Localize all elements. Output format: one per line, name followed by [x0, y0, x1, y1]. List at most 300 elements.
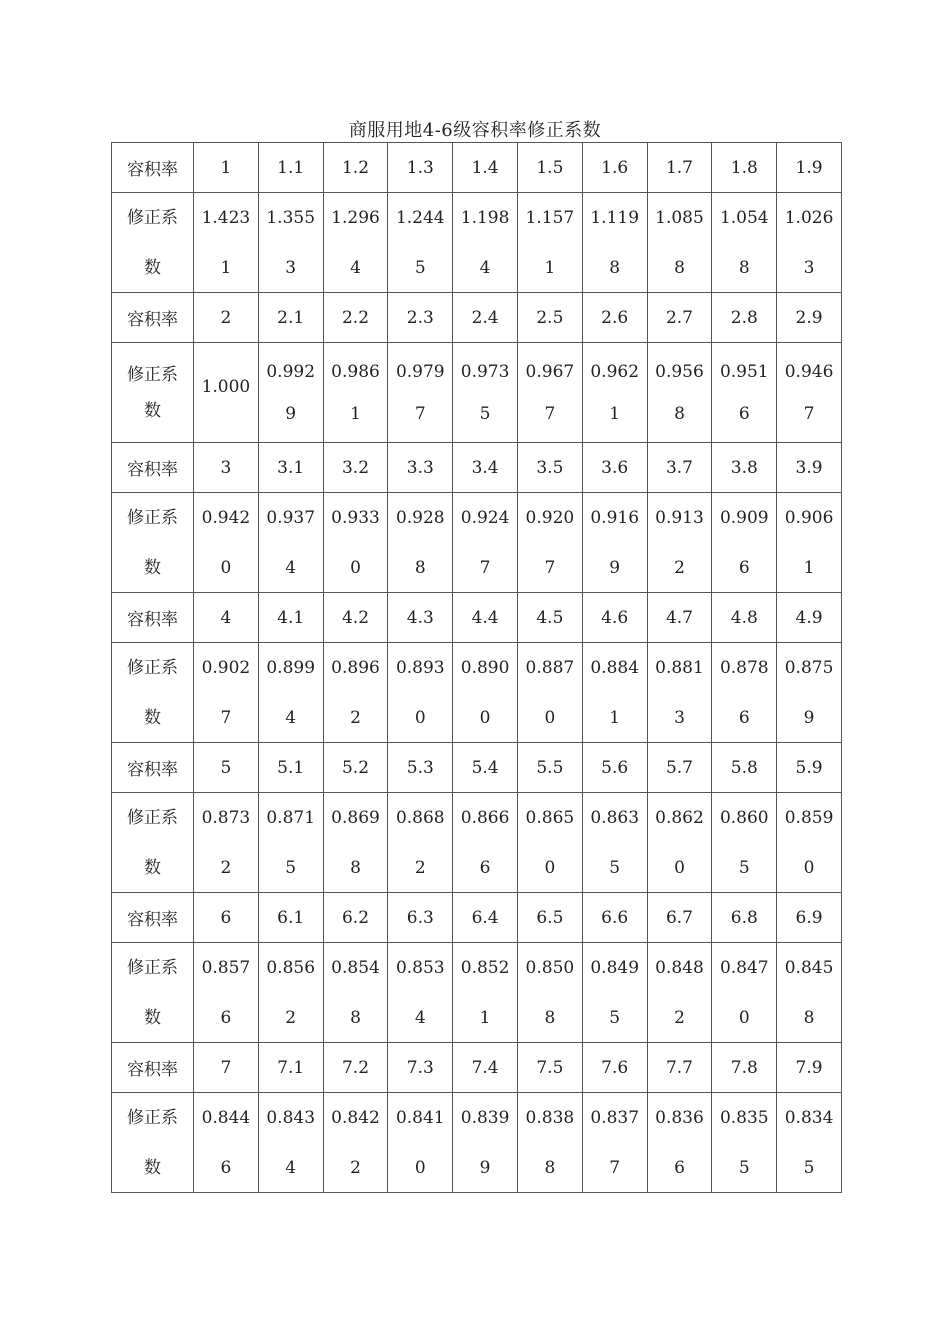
- coef-value-wrap: 0: [414, 1157, 426, 1178]
- ratio-value-cell: 4.8: [712, 593, 777, 643]
- ratio-value-cell: 6.8: [712, 893, 777, 943]
- coef-value-main: 0.951: [719, 361, 769, 382]
- coef-value-wrap: 4: [479, 257, 491, 278]
- coef-label-line1: 修正系: [127, 807, 178, 828]
- ratio-value-cell: 1: [194, 143, 259, 193]
- ratio-value-cell: 5.4: [453, 743, 518, 793]
- coef-value-main: 0.956: [655, 361, 704, 382]
- coef-value-main: 0.878: [719, 657, 769, 678]
- ratio-value-cell: 2.6: [582, 293, 647, 343]
- coef-value-main: 0.847: [719, 957, 769, 978]
- table-row: [112, 743, 842, 793]
- coef-value-wrap: 0: [220, 557, 232, 578]
- coef-value: 1.000: [201, 376, 251, 397]
- coef-value-wrap: 2: [350, 1157, 361, 1178]
- coef-value: [583, 205, 647, 281]
- ratio-value-cell: 3.8: [712, 443, 777, 493]
- coef-value-wrap: 1: [609, 403, 621, 424]
- coef-value: [324, 655, 388, 731]
- coef-value-main: 0.920: [525, 507, 575, 528]
- coef-value-cell: [517, 1093, 582, 1193]
- coef-label-cell: [112, 1093, 194, 1193]
- coef-value-main: 1.423: [201, 207, 251, 228]
- table-row: [112, 293, 842, 343]
- coef-value: [388, 805, 452, 881]
- coef-value-cell: [582, 943, 647, 1043]
- ratio-value-cell: 5.6: [582, 743, 647, 793]
- coef-value-cell: [194, 643, 259, 743]
- coef-value: [194, 805, 258, 881]
- coef-value-wrap: 3: [285, 257, 297, 278]
- coef-value-main: 0.841: [395, 1107, 445, 1128]
- coef-value-cell: [712, 493, 777, 593]
- coef-value-main: 1.085: [655, 207, 704, 228]
- ratio-value-cell: 2.3: [388, 293, 453, 343]
- coef-value-main: 0.868: [395, 807, 445, 828]
- coef-value-wrap: 4: [414, 1007, 426, 1028]
- ratio-value-cell: 3: [194, 443, 259, 493]
- coef-value-cell: [194, 493, 259, 593]
- coef-value: [388, 655, 452, 731]
- coef-value-cell: [712, 343, 777, 443]
- ratio-value-cell: 7.9: [777, 1043, 842, 1093]
- table-row: [112, 143, 842, 193]
- coef-label-line1: 修正系: [127, 364, 178, 385]
- coef-value-wrap: 9: [479, 1157, 491, 1178]
- ratio-value-cell: 4.5: [517, 593, 582, 643]
- coef-value: [259, 505, 323, 581]
- ratio-value-cell: 6.1: [258, 893, 323, 943]
- coef-value-wrap: 5: [285, 857, 297, 878]
- coef-value-main: 0.887: [525, 657, 575, 678]
- coef-value: [324, 1105, 388, 1181]
- coef-value-cell: [323, 493, 388, 593]
- coef-value-wrap: 5: [738, 1157, 750, 1178]
- coef-value-cell: [647, 493, 712, 593]
- coef-value-wrap: 5: [414, 257, 426, 278]
- coef-value: [648, 505, 712, 581]
- ratio-value-cell: 2.2: [323, 293, 388, 343]
- ratio-value-cell: 3.6: [582, 443, 647, 493]
- coef-value: [324, 955, 388, 1031]
- coef-value-wrap: 7: [220, 707, 232, 728]
- coef-value-wrap: 6: [220, 1007, 232, 1028]
- coef-value: [388, 1105, 452, 1181]
- ratio-value-cell: 1.7: [647, 143, 712, 193]
- coef-value-cell: [258, 943, 323, 1043]
- coef-value: [518, 505, 582, 581]
- coef-value: [583, 351, 647, 435]
- coef-value-cell: [258, 1093, 323, 1193]
- coef-value: [648, 1105, 712, 1181]
- coef-value: [648, 805, 712, 881]
- coef-value: [259, 805, 323, 881]
- coef-value-main: 1.355: [266, 207, 316, 228]
- coef-value-cell: [388, 493, 453, 593]
- coef-value: [259, 955, 323, 1031]
- coef-value-wrap: 9: [609, 557, 621, 578]
- coef-value-main: 0.850: [525, 957, 575, 978]
- coef-value-main: 0.884: [590, 657, 640, 678]
- ratio-value-cell: 1.6: [582, 143, 647, 193]
- ratio-value-cell: 3.2: [323, 443, 388, 493]
- ratio-value-cell: 7.8: [712, 1043, 777, 1093]
- ratio-value-cell: 1.4: [453, 143, 518, 193]
- ratio-label-cell: 容积率: [112, 143, 194, 193]
- coef-value-cell: [323, 643, 388, 743]
- coef-label: [112, 1105, 193, 1181]
- coef-value-main: 1.296: [331, 207, 380, 228]
- coef-value: [453, 505, 517, 581]
- ratio-value-cell: 3.3: [388, 443, 453, 493]
- coef-value-main: 0.859: [784, 807, 834, 828]
- ratio-value-cell: 3.1: [258, 443, 323, 493]
- ratio-value-cell: 1.9: [777, 143, 842, 193]
- coef-value-wrap: 8: [544, 1157, 556, 1178]
- coef-label-line1: 修正系: [127, 207, 178, 228]
- ratio-value-cell: 2: [194, 293, 259, 343]
- coef-label-line1: 修正系: [127, 1107, 178, 1128]
- coef-label-line2: 数: [144, 1157, 161, 1178]
- coef-value-main: 0.836: [655, 1107, 704, 1128]
- coef-value: [518, 955, 582, 1031]
- coef-value-cell: [323, 343, 388, 443]
- coef-value: [388, 351, 452, 435]
- coef-value: [777, 655, 841, 731]
- coef-value-cell: [712, 1093, 777, 1193]
- coef-value-wrap: 0: [544, 857, 556, 878]
- coef-value-cell: [517, 193, 582, 293]
- coef-value: [777, 505, 841, 581]
- ratio-value-cell: 2.8: [712, 293, 777, 343]
- coef-value-wrap: 5: [479, 403, 491, 424]
- coef-value-cell: [517, 643, 582, 743]
- coef-value: [648, 351, 712, 435]
- coef-value: [453, 655, 517, 731]
- coef-value-cell: [582, 793, 647, 893]
- table-row: [112, 1093, 842, 1193]
- ratio-value-cell: 2.5: [517, 293, 582, 343]
- coef-value-wrap: 8: [674, 403, 685, 424]
- ratio-value-cell: 4.1: [258, 593, 323, 643]
- ratio-value-cell: 3.7: [647, 443, 712, 493]
- coef-value-main: 0.839: [460, 1107, 510, 1128]
- coef-value: [194, 955, 258, 1031]
- coef-value: [712, 351, 776, 435]
- coef-value: [583, 1105, 647, 1181]
- ratio-value-cell: 5.2: [323, 743, 388, 793]
- coef-label: [112, 655, 193, 731]
- ratio-value-cell: 5.5: [517, 743, 582, 793]
- ratio-value-cell: 5.1: [258, 743, 323, 793]
- coef-value: [194, 205, 258, 281]
- coef-value-cell: [582, 1093, 647, 1193]
- coef-value-wrap: 7: [803, 403, 815, 424]
- coef-value-cell: [194, 193, 259, 293]
- coef-value: [712, 955, 776, 1031]
- coef-value-main: 0.942: [201, 507, 251, 528]
- coef-value-main: 0.865: [525, 807, 575, 828]
- coef-value-cell: [647, 193, 712, 293]
- coef-value-cell: [777, 943, 842, 1043]
- coef-value-main: 0.881: [655, 657, 704, 678]
- coef-value-main: 0.924: [460, 507, 510, 528]
- coef-value-main: 0.875: [784, 657, 834, 678]
- table-row: [112, 643, 842, 743]
- coef-value-main: 0.916: [590, 507, 640, 528]
- coef-value-main: 0.973: [460, 361, 510, 382]
- ratio-value-cell: 5.3: [388, 743, 453, 793]
- coef-value-main: 0.835: [719, 1107, 769, 1128]
- ratio-value-cell: 5: [194, 743, 259, 793]
- coef-value-main: 0.834: [784, 1107, 834, 1128]
- ratio-value-cell: 7.5: [517, 1043, 582, 1093]
- coef-value-wrap: 6: [738, 707, 750, 728]
- ratio-value-cell: 2.4: [453, 293, 518, 343]
- coef-value-wrap: 4: [285, 707, 297, 728]
- coef-value-wrap: 8: [674, 257, 685, 278]
- ratio-value-cell: 3.9: [777, 443, 842, 493]
- coef-value: [518, 205, 582, 281]
- coef-value-wrap: 3: [674, 707, 685, 728]
- coef-value-cell: [777, 493, 842, 593]
- coef-value-main: 0.967: [525, 361, 575, 382]
- ratio-value-cell: 4: [194, 593, 259, 643]
- coef-value-main: 1.244: [395, 207, 445, 228]
- coef-value-wrap: 8: [414, 557, 426, 578]
- coef-value: [388, 955, 452, 1031]
- coef-value-wrap: 7: [479, 557, 491, 578]
- coef-label: [112, 205, 193, 281]
- coef-value: [648, 955, 712, 1031]
- coef-value: [777, 805, 841, 881]
- coef-value-wrap: 6: [738, 557, 750, 578]
- coef-value-cell: [388, 643, 453, 743]
- ratio-value-cell: 5.9: [777, 743, 842, 793]
- coef-value-wrap: 0: [738, 1007, 750, 1028]
- coef-value-wrap: 4: [350, 257, 361, 278]
- ratio-value-cell: 5.7: [647, 743, 712, 793]
- coef-value: [324, 505, 388, 581]
- coef-value-main: 0.986: [331, 361, 380, 382]
- coef-value-cell: [777, 343, 842, 443]
- ratio-value-cell: 7: [194, 1043, 259, 1093]
- coef-value: [518, 655, 582, 731]
- coef-value-main: 0.937: [266, 507, 316, 528]
- coef-value-main: 0.843: [266, 1107, 316, 1128]
- correction-coefficient-table: [111, 142, 842, 1193]
- coef-value-wrap: 0: [544, 707, 556, 728]
- coef-value-main: 0.854: [331, 957, 380, 978]
- coef-value-main: 0.844: [201, 1107, 251, 1128]
- ratio-value-cell: 1.8: [712, 143, 777, 193]
- coef-value-main: 0.853: [395, 957, 445, 978]
- ratio-value-cell: 1.3: [388, 143, 453, 193]
- coef-value-main: 0.860: [719, 807, 769, 828]
- coef-value-main: 1.119: [590, 207, 640, 228]
- coef-label-cell: [112, 193, 194, 293]
- coef-value: [453, 805, 517, 881]
- coef-label-line2: 数: [144, 257, 161, 278]
- coef-value-cell: [388, 343, 453, 443]
- table-row: [112, 943, 842, 1043]
- coef-value: [712, 805, 776, 881]
- coef-value-wrap: 3: [803, 257, 815, 278]
- coef-label-line2: 数: [144, 557, 161, 578]
- coef-value: [453, 955, 517, 1031]
- coef-value-wrap: 2: [414, 857, 426, 878]
- coef-value: [583, 505, 647, 581]
- coef-value-wrap: 0: [803, 857, 815, 878]
- coef-value-wrap: 6: [674, 1157, 685, 1178]
- coef-value-wrap: 1: [609, 707, 621, 728]
- coef-value-wrap: 6: [479, 857, 491, 878]
- coef-value: [712, 505, 776, 581]
- ratio-value-cell: 1.2: [323, 143, 388, 193]
- coef-value-cell: [323, 1093, 388, 1193]
- coef-value-wrap: 7: [544, 403, 556, 424]
- ratio-value-cell: 1.5: [517, 143, 582, 193]
- coef-value-main: 0.869: [331, 807, 380, 828]
- coef-value-wrap: 2: [350, 707, 361, 728]
- ratio-value-cell: 4.4: [453, 593, 518, 643]
- coef-value-cell: [453, 643, 518, 743]
- coef-label-cell: [112, 643, 194, 743]
- ratio-value-cell: 3.4: [453, 443, 518, 493]
- ratio-label-cell: 容积率: [112, 593, 194, 643]
- ratio-value-cell: 2.9: [777, 293, 842, 343]
- coef-value: [518, 351, 582, 435]
- table-row: [112, 1043, 842, 1093]
- coef-value-cell: [388, 193, 453, 293]
- coef-value-wrap: 5: [609, 857, 621, 878]
- coef-value-main: 0.852: [460, 957, 510, 978]
- table-row: [112, 193, 842, 293]
- coef-value-wrap: 8: [350, 1007, 361, 1028]
- coef-value-cell: [777, 193, 842, 293]
- coef-value-main: 0.866: [460, 807, 510, 828]
- coef-value-cell: [258, 493, 323, 593]
- coef-value: [324, 351, 388, 435]
- table-row: [112, 893, 842, 943]
- coef-value: [453, 1105, 517, 1181]
- coef-value: [518, 1105, 582, 1181]
- coef-value-cell: [194, 943, 259, 1043]
- coef-value-main: 0.837: [590, 1107, 640, 1128]
- coef-value-cell: [388, 943, 453, 1043]
- ratio-value-cell: 6: [194, 893, 259, 943]
- coef-label-line1: 修正系: [127, 507, 178, 528]
- coef-value-main: 1.198: [460, 207, 510, 228]
- coef-value-cell: [258, 793, 323, 893]
- coef-value-main: 0.838: [525, 1107, 575, 1128]
- table-row: [112, 793, 842, 893]
- coef-value-cell: [453, 343, 518, 443]
- ratio-value-cell: 2.7: [647, 293, 712, 343]
- coef-label-line2: 数: [144, 400, 161, 421]
- coef-value-cell: [777, 1093, 842, 1193]
- coef-value-cell: [453, 943, 518, 1043]
- coef-label-cell: [112, 493, 194, 593]
- coef-label-line1: 修正系: [127, 657, 178, 678]
- coef-value: [583, 955, 647, 1031]
- coef-value: [259, 351, 323, 435]
- coef-label-cell: [112, 343, 194, 443]
- coef-value-cell: [194, 793, 259, 893]
- ratio-value-cell: 6.6: [582, 893, 647, 943]
- coef-value-cell: [258, 193, 323, 293]
- coef-value-cell: [712, 193, 777, 293]
- coef-value-cell: [453, 793, 518, 893]
- coef-value: [388, 205, 452, 281]
- coef-label: [112, 505, 193, 581]
- coef-label: [112, 805, 193, 881]
- coef-value: [259, 655, 323, 731]
- table-row: [112, 593, 842, 643]
- coef-value-main: 0.856: [266, 957, 316, 978]
- coef-value: [194, 505, 258, 581]
- ratio-value-cell: 7.3: [388, 1043, 453, 1093]
- ratio-value-cell: 6.5: [517, 893, 582, 943]
- ratio-value-cell: 4.9: [777, 593, 842, 643]
- coef-value-cell: [323, 793, 388, 893]
- coef-value: [518, 805, 582, 881]
- coef-value-wrap: 6: [220, 1157, 232, 1178]
- coef-value-cell: [258, 643, 323, 743]
- coef-value: [712, 1105, 776, 1181]
- coef-value-wrap: 1: [220, 257, 232, 278]
- coef-value-main: 0.845: [784, 957, 834, 978]
- coef-value-main: 0.909: [719, 507, 769, 528]
- ratio-value-cell: 5.8: [712, 743, 777, 793]
- coef-value-main: 0.893: [395, 657, 445, 678]
- coef-value-wrap: 2: [285, 1007, 297, 1028]
- coef-value-cell: [582, 193, 647, 293]
- coef-value: [259, 205, 323, 281]
- ratio-value-cell: 4.7: [647, 593, 712, 643]
- ratio-value-cell: 6.2: [323, 893, 388, 943]
- coef-value-cell: [582, 643, 647, 743]
- coef-value-main: 0.933: [331, 507, 380, 528]
- coef-value-main: 0.896: [331, 657, 380, 678]
- coef-value-wrap: 6: [738, 403, 750, 424]
- coef-value: [648, 205, 712, 281]
- coef-value-cell: [647, 643, 712, 743]
- coef-value-wrap: 0: [414, 707, 426, 728]
- coef-value-cell: [647, 793, 712, 893]
- ratio-value-cell: 7.4: [453, 1043, 518, 1093]
- coef-value-cell: [323, 943, 388, 1043]
- coef-value-wrap: 1: [803, 557, 815, 578]
- page-title: 商服用地4-6级容积率修正系数: [348, 120, 602, 141]
- coef-value: [583, 805, 647, 881]
- ratio-label-cell: 容积率: [112, 443, 194, 493]
- coef-value-wrap: 2: [220, 857, 232, 878]
- coef-value-cell: [647, 343, 712, 443]
- coef-value-main: 0.906: [784, 507, 834, 528]
- ratio-label-cell: 容积率: [112, 1043, 194, 1093]
- table-row: [112, 443, 842, 493]
- coef-value-wrap: 0: [674, 857, 685, 878]
- coef-value-wrap: 9: [803, 707, 815, 728]
- coef-value: [453, 351, 517, 435]
- coef-value-main: 0.902: [201, 657, 251, 678]
- coef-value-main: 0.848: [655, 957, 704, 978]
- ratio-value-cell: 6.7: [647, 893, 712, 943]
- ratio-value-cell: 7.1: [258, 1043, 323, 1093]
- coef-value: [194, 1105, 258, 1181]
- coef-value-wrap: 7: [544, 557, 556, 578]
